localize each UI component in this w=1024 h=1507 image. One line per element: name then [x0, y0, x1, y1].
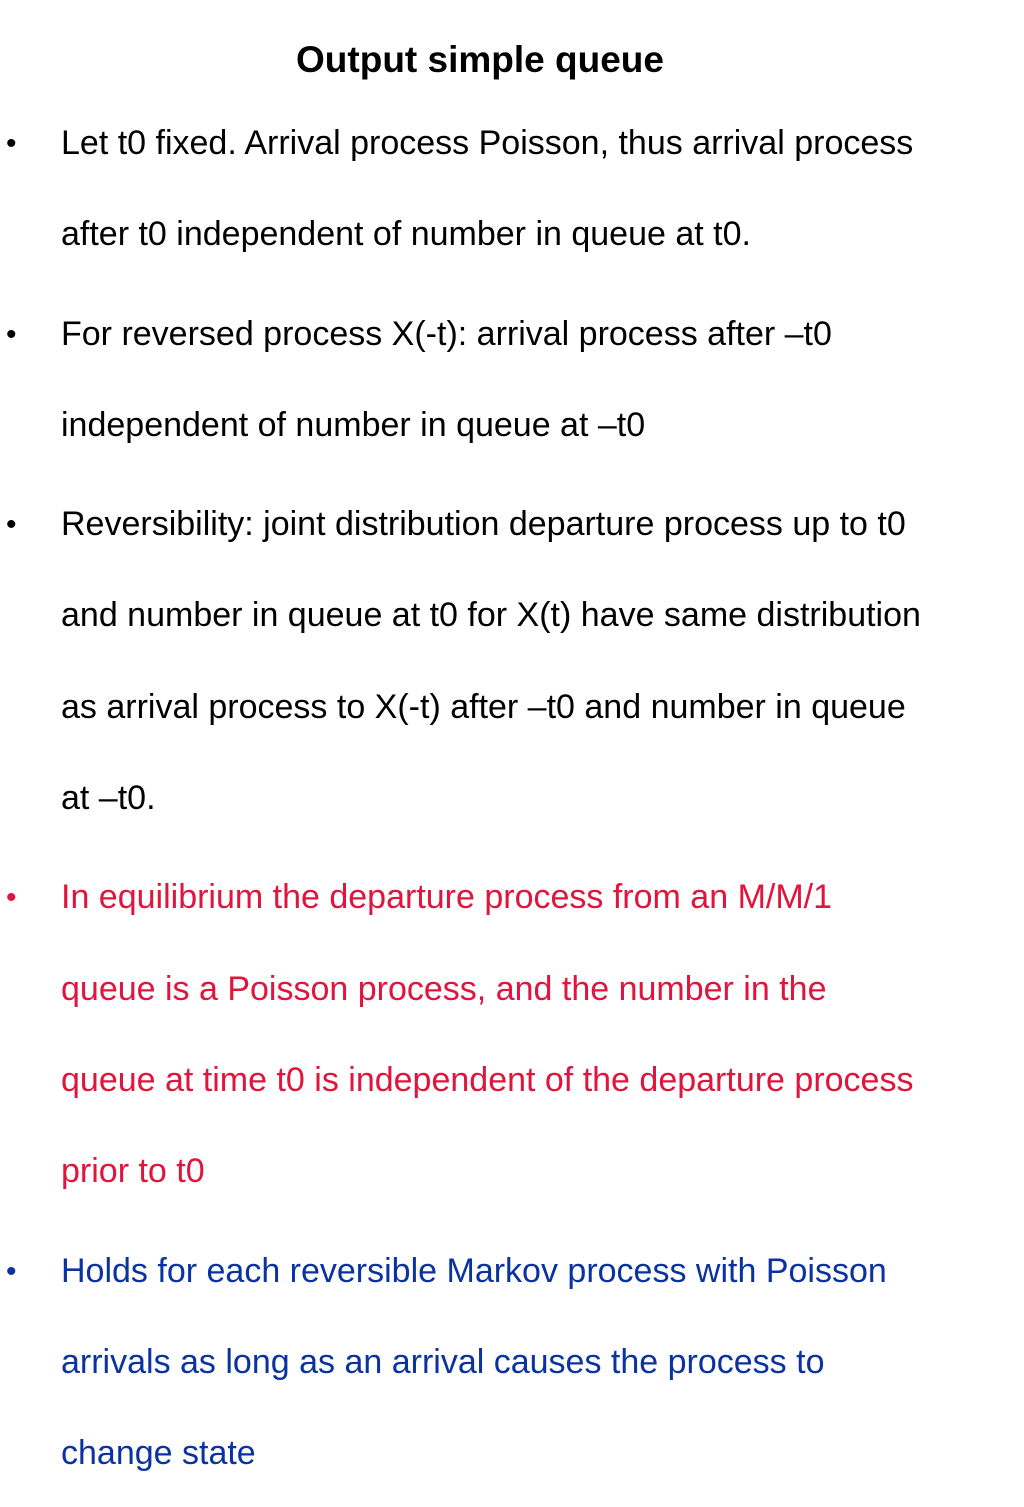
bullet-line: independent of number in queue at –t0 — [61, 405, 646, 444]
bullet-line: Reversibility: joint distribution departure process up to t0 — [61, 505, 906, 544]
bullet-line: and number in queue at t0 for X(t) have same distribution — [61, 596, 921, 635]
bullet-line: queue at time t0 is independent of the departure process — [61, 1060, 914, 1099]
bullet-marker: • — [6, 1254, 17, 1288]
bullet-line: Let t0 fixed. Arrival process Poisson, thus arrival process — [61, 124, 914, 162]
bullet-line: In equilibrium the departure process from an M/M/1 — [61, 878, 833, 917]
bullet-line: at –t0. — [61, 779, 156, 818]
bullet-line: change state — [61, 1434, 256, 1473]
bullet-marker: • — [6, 317, 17, 351]
slide-title: Output simple queue — [296, 39, 664, 80]
bullet-item — [0, 852, 1024, 1217]
bullet-line: after t0 independent of number in queue at t0. — [61, 215, 751, 254]
bullet-item — [0, 289, 1024, 472]
bullet-line: queue is a Poisson process, and the number in the — [61, 969, 827, 1008]
bullet-marker: • — [6, 127, 17, 160]
bullet-item — [0, 479, 1024, 844]
bullet-line: arrivals as long as an arrival causes the process to — [61, 1342, 825, 1381]
bullet-list — [0, 98, 1024, 1507]
bullet-line: prior to t0 — [61, 1152, 205, 1191]
bullet-item — [0, 1226, 1024, 1500]
bullet-item — [0, 98, 1024, 281]
bullet-line: as arrival process to X(-t) after –t0 and number in queue — [61, 687, 906, 726]
bullet-line: Holds for each reversible Markov process with Poisson — [61, 1251, 887, 1290]
bullet-marker: • — [6, 508, 17, 542]
bullet-marker: • — [6, 881, 17, 915]
bullet-line: For reversed process X(-t): arrival process after –t0 — [61, 314, 832, 353]
